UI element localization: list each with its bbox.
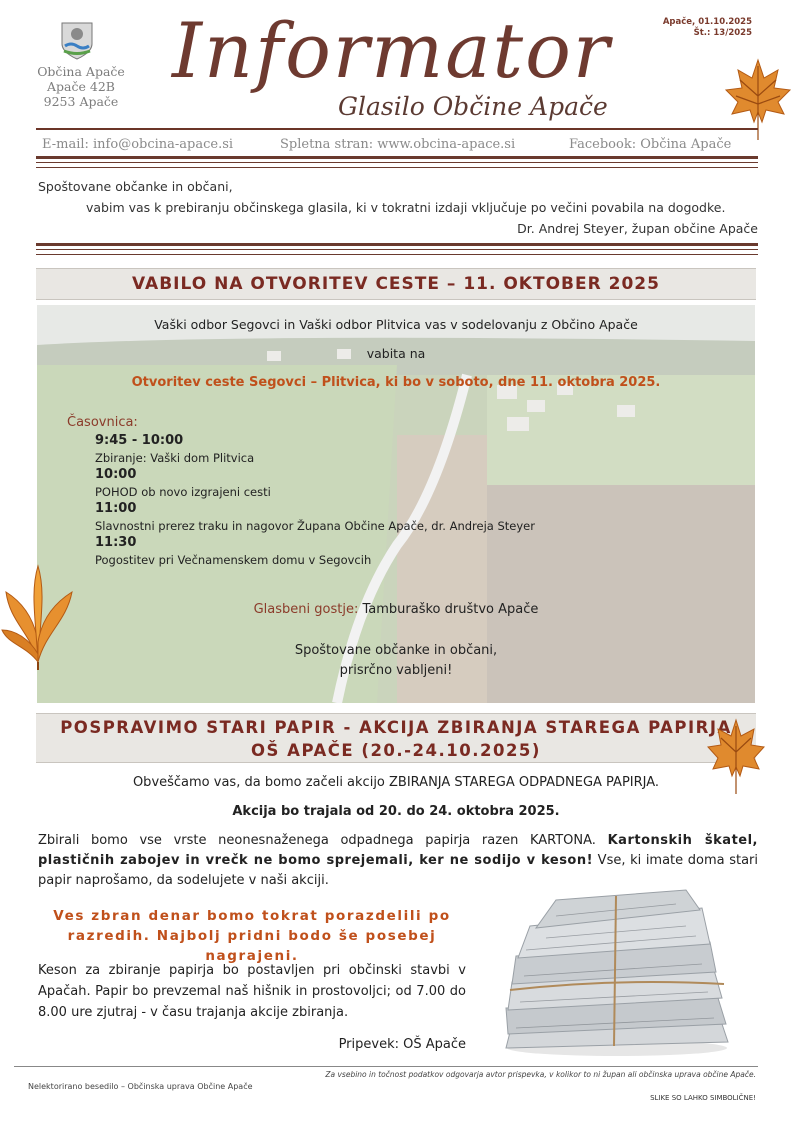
divider (36, 167, 758, 168)
paper-heading-line1: POSPRAVIMO STARI PAPIR - AKCIJA ZBIRANJA STAREGA PAPIRJA (60, 718, 732, 737)
contact-facebook[interactable]: Facebook: Občina Apače (569, 137, 732, 152)
schedule-time: 11:30 (95, 535, 137, 550)
municipality-postcode: 9253 Apače (43, 94, 119, 109)
invitation-closing: Spoštovane občanke in občani, (294, 643, 498, 658)
issue-info (663, 17, 752, 39)
newspaper-stack-image (496, 886, 738, 1058)
paper-rules-bold: Kartonskih škatel, plastičnih zabojev in vrečk ne bomo sprejemali, ker ne sodijo v keson! (38, 833, 758, 868)
footer-editorial: Nelektorirano besedilo – Občinska uprava Občine Apače (28, 1082, 253, 1091)
paper-duration: Akcija bo trajala od 20. do 24. oktobra 2025. (232, 804, 560, 819)
invitation-event: Otvoritev ceste Segovci – Plitvica, ki bo v soboto, dne 11. oktobra 2025. (131, 375, 661, 390)
divider (36, 254, 758, 255)
divider (36, 162, 758, 163)
schedule-item (95, 467, 535, 499)
paper-rules-end: Vse, ki imate doma stari papir naprošamo, da sodelujete v naši akciji. (38, 853, 758, 888)
masthead-rule (36, 128, 758, 130)
greeting-signature: Dr. Andrej Steyer, župan občine Apače (517, 221, 758, 236)
invitation-intro: Vaški odbor Segovci in Vaški odbor Plitvica vas v sodelovanju z Občino Apače (154, 317, 638, 332)
invitation-closing-2: prisrčno vabljeni! (339, 663, 453, 678)
issue-number: Št.: 13/2025 (693, 28, 752, 38)
divider (36, 156, 758, 159)
schedule-item (95, 501, 535, 533)
footer-disclaimer: Za vsebino in točnost podatkov odgovarja avtor prispevka, v kolikor to ni župan ali občinska uprava občine Apače. (325, 1070, 756, 1079)
schedule-desc: Slavnostni prerez traku in nagovor Župana Občine Apače, dr. Andreja Steyer (95, 519, 535, 533)
schedule-desc: Pogostitev pri Večnamenskem domu v Segovcih (95, 553, 372, 567)
schedule-time: 11:00 (95, 501, 137, 516)
invitation-invite: vabita na (366, 346, 426, 361)
issue-date: Apače, 01.10.2025 (662, 17, 752, 27)
music-guests (37, 602, 755, 617)
contact-email[interactable]: E-mail: info@obcina-apace.si (42, 137, 234, 152)
schedule-time: 10:00 (95, 467, 137, 482)
mayor-greeting (38, 176, 758, 239)
municipality-address (30, 64, 132, 109)
footer-symbolic-note: SLIKE SO LAHKO SIMBOLIČNE! (650, 1094, 756, 1102)
contact-website[interactable]: Spletna stran: www.obcina-apace.si (280, 137, 516, 152)
maple-leaf-icon (722, 56, 794, 146)
aerial-road-photo (37, 305, 755, 703)
municipality-street: Apače 42B (47, 79, 115, 94)
schedule-item (95, 535, 535, 567)
divider (36, 243, 758, 246)
paper-author: Pripevek: OŠ Apače (338, 1037, 466, 1052)
paper-heading-line2: OŠ APAČE (20.-24.10.2025) (251, 741, 541, 760)
schedule-list (95, 433, 535, 567)
chestnut-leaf-icon (0, 562, 76, 676)
greeting-text: vabim vas k prebiranju občinskega glasila, ki v tokratni izdaji vključuje po večini povabila na dogodke. (86, 200, 726, 215)
divider (36, 249, 758, 250)
paper-highlight: Ves zbran denar bomo tokrat porazdelili po razredih. Najbolj pridni bodo še posebej nagrajeni. (53, 908, 451, 964)
schedule-time: 9:45 - 10:00 (95, 433, 184, 448)
schedule-desc: Zbiranje: Vaški dom Plitvica (95, 451, 255, 465)
paper-intro: Obveščamo vas, da bomo začeli akcijo ZBIRANJA STAREGA ODPADNEGA PAPIRJA. (132, 775, 660, 790)
masthead-subtitle: Glasilo Občine Apače (338, 92, 608, 121)
schedule-label: Časovnica: (67, 415, 138, 430)
footer-rule (14, 1066, 758, 1067)
invitation-heading: VABILO NA OTVORITEV CESTE – 11. OKTOBER 2025 (36, 268, 756, 300)
schedule-desc: POHOD ob novo izgrajeni cesti (95, 485, 271, 499)
schedule-item (95, 433, 535, 465)
paper-rules-start: Zbirali bomo vse vrste neonesnaženega odpadnega papirja razen KARTONA. (38, 833, 596, 848)
municipal-crest-icon (61, 22, 93, 60)
paper-heading (36, 713, 756, 763)
greeting-salutation: Spoštovane občanke in občani, (38, 179, 233, 194)
paper-logistics: Keson za zbiranje papirja bo postavljen pri občinski stavbi v Apačah. Papir bo prevzemal naš hišnik in prostovoljci; od 7.00 do 8.00 ure zjutraj - v času trajanja akcije zbiranja. (38, 963, 466, 1020)
paper-rules (38, 831, 758, 891)
guests-name: Tamburaško društvo Apače (362, 602, 539, 617)
guests-label: Glasbeni gostje: (253, 602, 359, 617)
municipality-name: Občina Apače (37, 64, 125, 79)
masthead-title: Informator (172, 6, 612, 95)
